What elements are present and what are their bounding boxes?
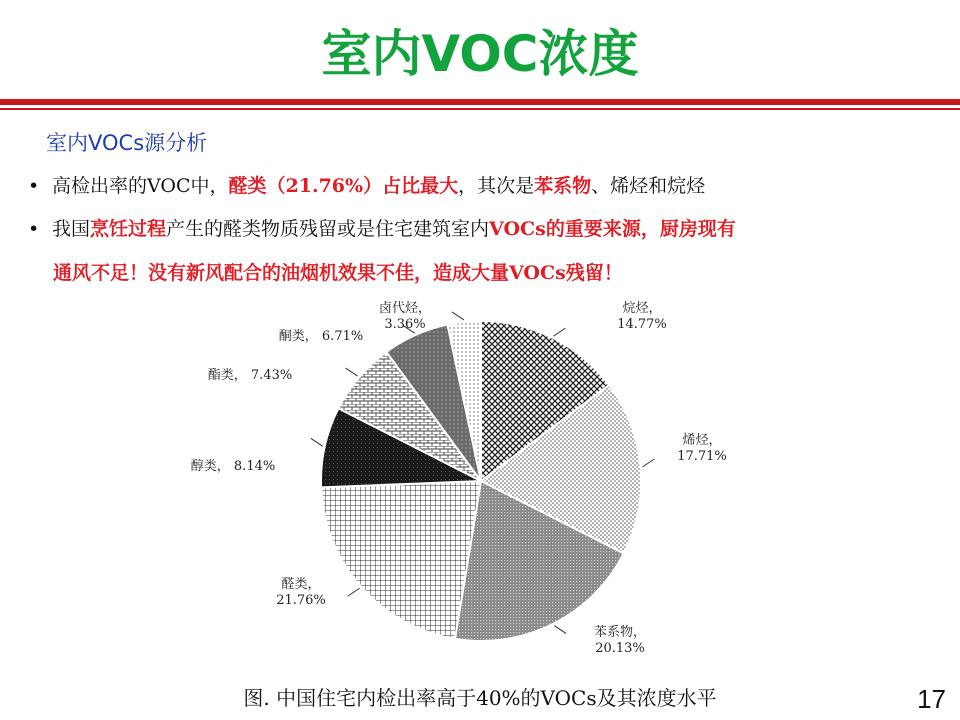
bullet-2-line1-segment-1: 烹饪过程 bbox=[90, 218, 167, 240]
bullet-2-line2-segment-0: 通风不足！没有新风配合的油烟机效果不佳，造成大量VOCs残留！ bbox=[53, 262, 623, 284]
pie-leader-卤代烃 bbox=[452, 312, 464, 320]
bullet-2-text-line2 bbox=[53, 258, 623, 285]
bullet-1-segment-2: ，其次是 bbox=[458, 175, 535, 197]
pie-value-苯系物: 20.13% bbox=[595, 641, 645, 656]
bullet-2-line1-segment-2: 产生的醛类物质残留或是住宅建筑室内 bbox=[166, 218, 490, 240]
bullet-1-segment-3: 苯系物 bbox=[534, 175, 592, 197]
bullet-1-text bbox=[52, 175, 705, 197]
pie-label-烯烃: 烯烃， bbox=[682, 433, 722, 448]
section-subtitle: 室内VOCs源分析 bbox=[46, 131, 208, 155]
pie-value-醛类: 21.76% bbox=[276, 593, 326, 608]
title-divider-thin bbox=[0, 108, 960, 110]
pie-label-烷烃: 烷烃， bbox=[622, 301, 662, 316]
pie-label-醛类: 醛类， bbox=[281, 577, 321, 592]
slide-title: 室内VOC浓度 bbox=[321, 25, 639, 83]
bullet-dot: • bbox=[28, 175, 40, 197]
page-number: 17 bbox=[917, 684, 946, 714]
pie-slice-醛类 bbox=[321, 481, 481, 639]
pie-label-酮类: 酮类， 6.71% bbox=[278, 329, 364, 344]
bullet-1 bbox=[28, 171, 705, 198]
bullet-2 bbox=[28, 214, 736, 241]
pie-label-酯类: 酯类， 7.43% bbox=[207, 368, 293, 383]
pie-value-卤代烃: 3.36% bbox=[384, 317, 426, 332]
title-divider-thick bbox=[0, 99, 960, 105]
bullet-dot: • bbox=[28, 218, 40, 240]
bullet-1-segment-0: 高检出率的VOC中， bbox=[52, 175, 229, 197]
bullet-2-line1-segment-0: 我国 bbox=[52, 218, 91, 240]
pie-label-苯系物: 苯系物， bbox=[593, 625, 647, 640]
pie-value-烷烃: 14.77% bbox=[617, 317, 667, 332]
bullet-2-line1-segment-3: VOCs的重要来源，厨房现有 bbox=[489, 218, 736, 240]
figure-caption: 图. 中国住宅内检出率高于40%的VOCs及其浓度水平 bbox=[243, 686, 717, 710]
pie-label-醇类: 醇类， 8.14% bbox=[190, 459, 276, 474]
bullet-2-text-line1 bbox=[52, 218, 736, 240]
pie-leader-苯系物 bbox=[554, 626, 566, 634]
pie-leader-酯类 bbox=[346, 368, 358, 376]
bullet-1-segment-4: 、烯烃和烷烃 bbox=[591, 175, 706, 197]
pie-leader-烯烃 bbox=[642, 459, 654, 467]
bullet-1-segment-1: 醛类（21.76%）占比最大 bbox=[228, 175, 459, 197]
voc-pie-chart bbox=[0, 290, 960, 680]
pie-value-烯烃: 17.71% bbox=[677, 449, 727, 464]
pie-label-卤代烃: 卤代烃， bbox=[378, 301, 432, 316]
pie-leader-醇类 bbox=[311, 438, 323, 446]
pie-leader-醛类 bbox=[348, 588, 360, 596]
pie-leader-烷烃 bbox=[553, 328, 565, 336]
